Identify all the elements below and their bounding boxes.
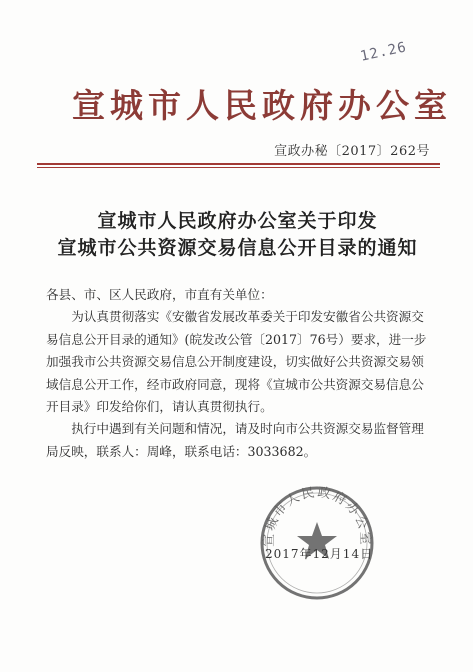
addressee-line: 各县、市、区人民政府，市直有关单位： — [46, 287, 273, 302]
body-paragraph-1: 为认真贯彻落实《安徽省发展改革委关于印发安徽省公共资源交易信息公开目录的通知》(皖发改公管〔2017〕76号）要求，进一步加强我市公共资源交易信息公开制度建设，切实做好公共资源交易领域信息公开工作，经市政府同意，现将《宣城市公共资源交易信息公开目录》印发给你们，请认真贯彻执行。 — [46, 309, 427, 414]
official-seal — [258, 484, 376, 602]
svg-text:宣城市人民政府办公室: 宣城市人民政府办公室 — [261, 485, 373, 547]
issuer-header: 宣城市人民政府办公室 — [72, 86, 452, 125]
document-number: 宣政办秘〔2017〕262号 — [274, 144, 430, 159]
notice-title-line-1: 宣城市人民政府办公室关于印发 — [97, 210, 378, 232]
body-paragraph-2: 执行中遇到有关问题和情况，请及时向市公共资源交易监督管理局反映，联系人：周峰，联系电话：3033682。 — [46, 421, 424, 459]
header-divider-thin — [37, 167, 440, 168]
issue-date: 2017年12月14日 — [265, 547, 374, 561]
handwritten-note: 12.26 — [358, 39, 409, 65]
notice-title-line-2: 宣城市公共资源交易信息公开目录的通知 — [57, 237, 418, 259]
header-divider — [37, 163, 440, 165]
